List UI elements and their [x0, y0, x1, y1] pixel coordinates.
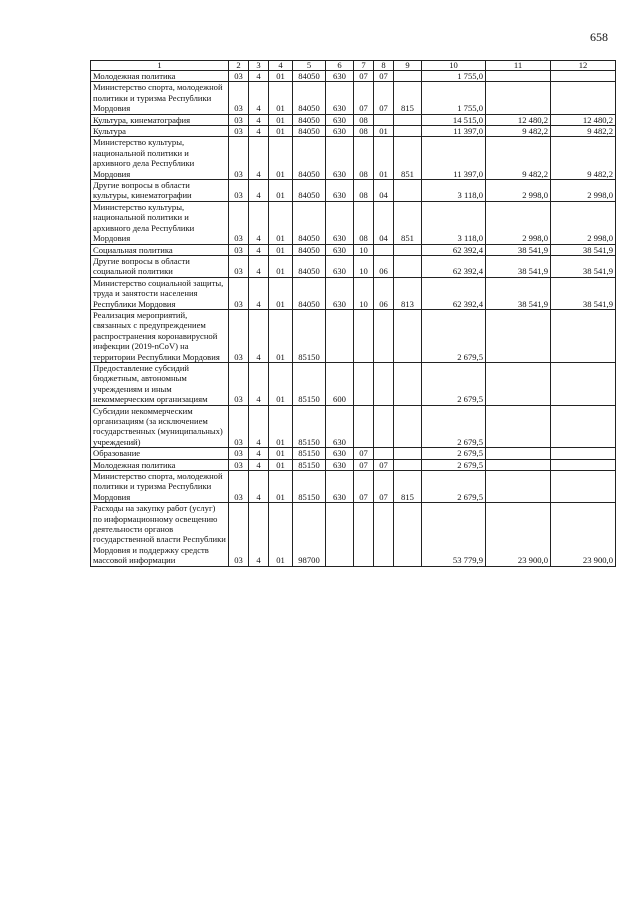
code-cell: 4 [249, 471, 269, 503]
code-cell: 01 [269, 471, 293, 503]
code-cell: 07 [354, 448, 374, 459]
code-cell: 07 [374, 471, 394, 503]
amount-cell: 1 755,0 [422, 71, 486, 82]
table-row [91, 459, 616, 470]
code-cell [354, 503, 374, 566]
code-cell: 98700 [293, 503, 326, 566]
table-row [91, 503, 616, 566]
code-cell: 07 [354, 82, 374, 114]
header-row [91, 61, 616, 71]
code-cell: 01 [269, 114, 293, 125]
code-cell: 851 [394, 137, 422, 180]
code-cell: 07 [354, 71, 374, 82]
code-cell: 01 [269, 180, 293, 202]
code-cell: 813 [394, 277, 422, 309]
amount-cell: 38 541,9 [551, 277, 616, 309]
header-cell: 5 [293, 61, 326, 71]
code-cell [354, 405, 374, 448]
code-cell: 01 [269, 71, 293, 82]
code-cell [394, 448, 422, 459]
amount-cell [551, 471, 616, 503]
code-cell: 85150 [293, 471, 326, 503]
code-cell: 03 [229, 405, 249, 448]
code-cell [326, 503, 354, 566]
code-cell: 815 [394, 82, 422, 114]
name-cell: Расходы на закупку работ (услуг) по информационному освещению деятельности органов государственной власти Республики Мордовия и поддержку средств массовой информации [91, 503, 229, 566]
header-cell: 9 [394, 61, 422, 71]
code-cell: 600 [326, 362, 354, 405]
header-cell: 4 [269, 61, 293, 71]
code-cell: 10 [354, 244, 374, 255]
code-cell: 08 [354, 114, 374, 125]
amount-cell: 62 392,4 [422, 277, 486, 309]
code-cell: 630 [326, 126, 354, 137]
amount-cell [486, 309, 551, 362]
amount-cell: 2 998,0 [551, 180, 616, 202]
code-cell: 06 [374, 255, 394, 277]
code-cell: 84050 [293, 71, 326, 82]
code-cell: 01 [269, 309, 293, 362]
code-cell [354, 362, 374, 405]
amount-cell [486, 82, 551, 114]
amount-cell: 11 397,0 [422, 126, 486, 137]
code-cell: 01 [269, 459, 293, 470]
amount-cell: 2 679,5 [422, 459, 486, 470]
amount-cell [551, 71, 616, 82]
amount-cell: 12 480,2 [486, 114, 551, 125]
header-cell: 12 [551, 61, 616, 71]
code-cell: 630 [326, 114, 354, 125]
code-cell: 01 [269, 244, 293, 255]
amount-cell: 11 397,0 [422, 137, 486, 180]
code-cell: 630 [326, 244, 354, 255]
code-cell: 84050 [293, 277, 326, 309]
code-cell: 01 [269, 277, 293, 309]
header-cell: 7 [354, 61, 374, 71]
amount-cell: 2 679,5 [422, 405, 486, 448]
name-cell: Министерство культуры, национальной политики и архивного дела Республики Мордовия [91, 201, 229, 244]
table-row [91, 180, 616, 202]
code-cell: 03 [229, 459, 249, 470]
code-cell [394, 244, 422, 255]
code-cell [374, 448, 394, 459]
amount-cell: 23 900,0 [486, 503, 551, 566]
code-cell: 03 [229, 71, 249, 82]
amount-cell: 9 482,2 [486, 126, 551, 137]
code-cell: 08 [354, 137, 374, 180]
name-cell: Предоставление субсидий бюджетным, автономным учреждениям и иным некоммерческим организациям [91, 362, 229, 405]
code-cell: 04 [374, 180, 394, 202]
code-cell: 630 [326, 180, 354, 202]
code-cell [394, 114, 422, 125]
code-cell [394, 255, 422, 277]
amount-cell: 62 392,4 [422, 244, 486, 255]
code-cell: 01 [269, 362, 293, 405]
code-cell: 03 [229, 180, 249, 202]
amount-cell: 38 541,9 [486, 277, 551, 309]
code-cell [374, 114, 394, 125]
code-cell: 4 [249, 180, 269, 202]
code-cell: 01 [269, 503, 293, 566]
code-cell: 4 [249, 459, 269, 470]
code-cell: 03 [229, 82, 249, 114]
code-cell [394, 362, 422, 405]
code-cell: 07 [354, 459, 374, 470]
table-row [91, 114, 616, 125]
amount-cell: 9 482,2 [551, 126, 616, 137]
code-cell: 03 [229, 255, 249, 277]
header-cell: 3 [249, 61, 269, 71]
amount-cell [486, 362, 551, 405]
page-number: 658 [590, 30, 608, 44]
amount-cell: 53 779,9 [422, 503, 486, 566]
code-cell [374, 503, 394, 566]
code-cell: 03 [229, 309, 249, 362]
code-cell: 84050 [293, 82, 326, 114]
table-body [91, 71, 616, 567]
code-cell: 03 [229, 448, 249, 459]
code-cell [394, 405, 422, 448]
amount-cell: 38 541,9 [551, 244, 616, 255]
code-cell: 630 [326, 277, 354, 309]
amount-cell: 2 679,5 [422, 471, 486, 503]
table-row [91, 137, 616, 180]
code-cell: 07 [374, 71, 394, 82]
code-cell: 01 [269, 82, 293, 114]
code-cell: 4 [249, 277, 269, 309]
code-cell: 01 [269, 126, 293, 137]
code-cell: 630 [326, 459, 354, 470]
code-cell [374, 362, 394, 405]
amount-cell [486, 459, 551, 470]
amount-cell: 9 482,2 [551, 137, 616, 180]
amount-cell: 38 541,9 [551, 255, 616, 277]
code-cell: 08 [354, 201, 374, 244]
code-cell [374, 405, 394, 448]
amount-cell [486, 71, 551, 82]
table-row [91, 405, 616, 448]
amount-cell: 2 679,5 [422, 309, 486, 362]
amount-cell: 38 541,9 [486, 255, 551, 277]
amount-cell [551, 309, 616, 362]
table-row [91, 201, 616, 244]
code-cell: 85150 [293, 405, 326, 448]
code-cell: 07 [354, 471, 374, 503]
code-cell [374, 309, 394, 362]
code-cell: 630 [326, 82, 354, 114]
name-cell: Другие вопросы в области культуры, кинематографии [91, 180, 229, 202]
code-cell: 01 [374, 137, 394, 180]
code-cell: 07 [374, 82, 394, 114]
name-cell: Министерство социальной защиты, труда и занятости населения Республики Мордовия [91, 277, 229, 309]
code-cell: 10 [354, 277, 374, 309]
code-cell: 630 [326, 71, 354, 82]
table-row [91, 277, 616, 309]
amount-cell [551, 448, 616, 459]
amount-cell [486, 448, 551, 459]
code-cell: 03 [229, 471, 249, 503]
code-cell: 4 [249, 362, 269, 405]
code-cell: 01 [269, 137, 293, 180]
code-cell: 4 [249, 137, 269, 180]
code-cell: 4 [249, 255, 269, 277]
code-cell: 4 [249, 244, 269, 255]
code-cell: 03 [229, 126, 249, 137]
code-cell: 630 [326, 255, 354, 277]
header-cell: 10 [422, 61, 486, 71]
code-cell: 85150 [293, 362, 326, 405]
code-cell: 630 [326, 405, 354, 448]
amount-cell: 23 900,0 [551, 503, 616, 566]
header-cell: 11 [486, 61, 551, 71]
code-cell: 4 [249, 309, 269, 362]
code-cell [394, 503, 422, 566]
code-cell: 630 [326, 137, 354, 180]
name-cell: Реализация мероприятий, связанных с предупреждением распространения коронавирусной инфекции (2019-nCoV) на территории Республики Мордовия [91, 309, 229, 362]
amount-cell [486, 471, 551, 503]
table-row [91, 255, 616, 277]
header-cell: 1 [91, 61, 229, 71]
code-cell: 84050 [293, 126, 326, 137]
code-cell: 630 [326, 448, 354, 459]
code-cell: 4 [249, 503, 269, 566]
table-row [91, 82, 616, 114]
name-cell: Образование [91, 448, 229, 459]
amount-cell [551, 362, 616, 405]
amount-cell: 12 480,2 [551, 114, 616, 125]
amount-cell [551, 459, 616, 470]
code-cell: 4 [249, 126, 269, 137]
code-cell: 85150 [293, 459, 326, 470]
table-row [91, 448, 616, 459]
amount-cell: 2 998,0 [486, 201, 551, 244]
code-cell: 4 [249, 82, 269, 114]
code-cell: 84050 [293, 114, 326, 125]
amount-cell: 3 118,0 [422, 201, 486, 244]
code-cell: 03 [229, 362, 249, 405]
code-cell: 85150 [293, 448, 326, 459]
amount-cell [486, 405, 551, 448]
table-row [91, 244, 616, 255]
code-cell: 85150 [293, 309, 326, 362]
name-cell: Молодежная политика [91, 459, 229, 470]
code-cell: 03 [229, 503, 249, 566]
amount-cell: 2 998,0 [486, 180, 551, 202]
code-cell: 4 [249, 71, 269, 82]
header-cell: 2 [229, 61, 249, 71]
code-cell: 01 [269, 448, 293, 459]
code-cell: 08 [354, 180, 374, 202]
amount-cell [551, 82, 616, 114]
code-cell: 03 [229, 277, 249, 309]
code-cell: 03 [229, 244, 249, 255]
code-cell: 07 [374, 459, 394, 470]
amount-cell: 14 515,0 [422, 114, 486, 125]
table-row [91, 71, 616, 82]
name-cell: Министерство культуры, национальной политики и архивного дела Республики Мордовия [91, 137, 229, 180]
amount-cell: 3 118,0 [422, 180, 486, 202]
header-cell: 6 [326, 61, 354, 71]
code-cell: 04 [374, 201, 394, 244]
amount-cell [551, 405, 616, 448]
name-cell: Культура [91, 126, 229, 137]
table-row [91, 309, 616, 362]
code-cell [374, 244, 394, 255]
code-cell: 4 [249, 201, 269, 244]
code-cell: 01 [269, 201, 293, 244]
code-cell [394, 309, 422, 362]
code-cell [354, 309, 374, 362]
name-cell: Другие вопросы в области социальной политики [91, 255, 229, 277]
code-cell [394, 126, 422, 137]
amount-cell: 38 541,9 [486, 244, 551, 255]
code-cell: 84050 [293, 180, 326, 202]
code-cell: 4 [249, 448, 269, 459]
code-cell: 03 [229, 114, 249, 125]
code-cell [394, 180, 422, 202]
header-cell: 8 [374, 61, 394, 71]
table-row [91, 471, 616, 503]
code-cell: 08 [354, 126, 374, 137]
code-cell: 630 [326, 471, 354, 503]
name-cell: Социальная политика [91, 244, 229, 255]
code-cell: 03 [229, 201, 249, 244]
code-cell: 84050 [293, 201, 326, 244]
code-cell: 84050 [293, 244, 326, 255]
amount-cell: 9 482,2 [486, 137, 551, 180]
code-cell: 84050 [293, 137, 326, 180]
name-cell: Министерство спорта, молодежной политики и туризма Республики Мордовия [91, 82, 229, 114]
budget-table [90, 60, 616, 567]
name-cell: Культура, кинематография [91, 114, 229, 125]
code-cell: 10 [354, 255, 374, 277]
code-cell: 815 [394, 471, 422, 503]
name-cell: Министерство спорта, молодежной политики и туризма Республики Мордовия [91, 471, 229, 503]
amount-cell: 62 392,4 [422, 255, 486, 277]
code-cell: 06 [374, 277, 394, 309]
code-cell: 4 [249, 405, 269, 448]
table-row [91, 362, 616, 405]
code-cell [394, 71, 422, 82]
code-cell: 01 [269, 255, 293, 277]
code-cell [326, 309, 354, 362]
code-cell: 84050 [293, 255, 326, 277]
amount-cell: 2 679,5 [422, 448, 486, 459]
amount-cell: 2 998,0 [551, 201, 616, 244]
code-cell: 01 [269, 405, 293, 448]
code-cell: 630 [326, 201, 354, 244]
name-cell: Субсидии некоммерческим организациям (за исключением государственных (муниципальных) учреждений) [91, 405, 229, 448]
code-cell: 01 [374, 126, 394, 137]
code-cell: 4 [249, 114, 269, 125]
table-row [91, 126, 616, 137]
amount-cell: 1 755,0 [422, 82, 486, 114]
code-cell [394, 459, 422, 470]
code-cell: 03 [229, 137, 249, 180]
code-cell: 851 [394, 201, 422, 244]
name-cell: Молодежная политика [91, 71, 229, 82]
amount-cell: 2 679,5 [422, 362, 486, 405]
